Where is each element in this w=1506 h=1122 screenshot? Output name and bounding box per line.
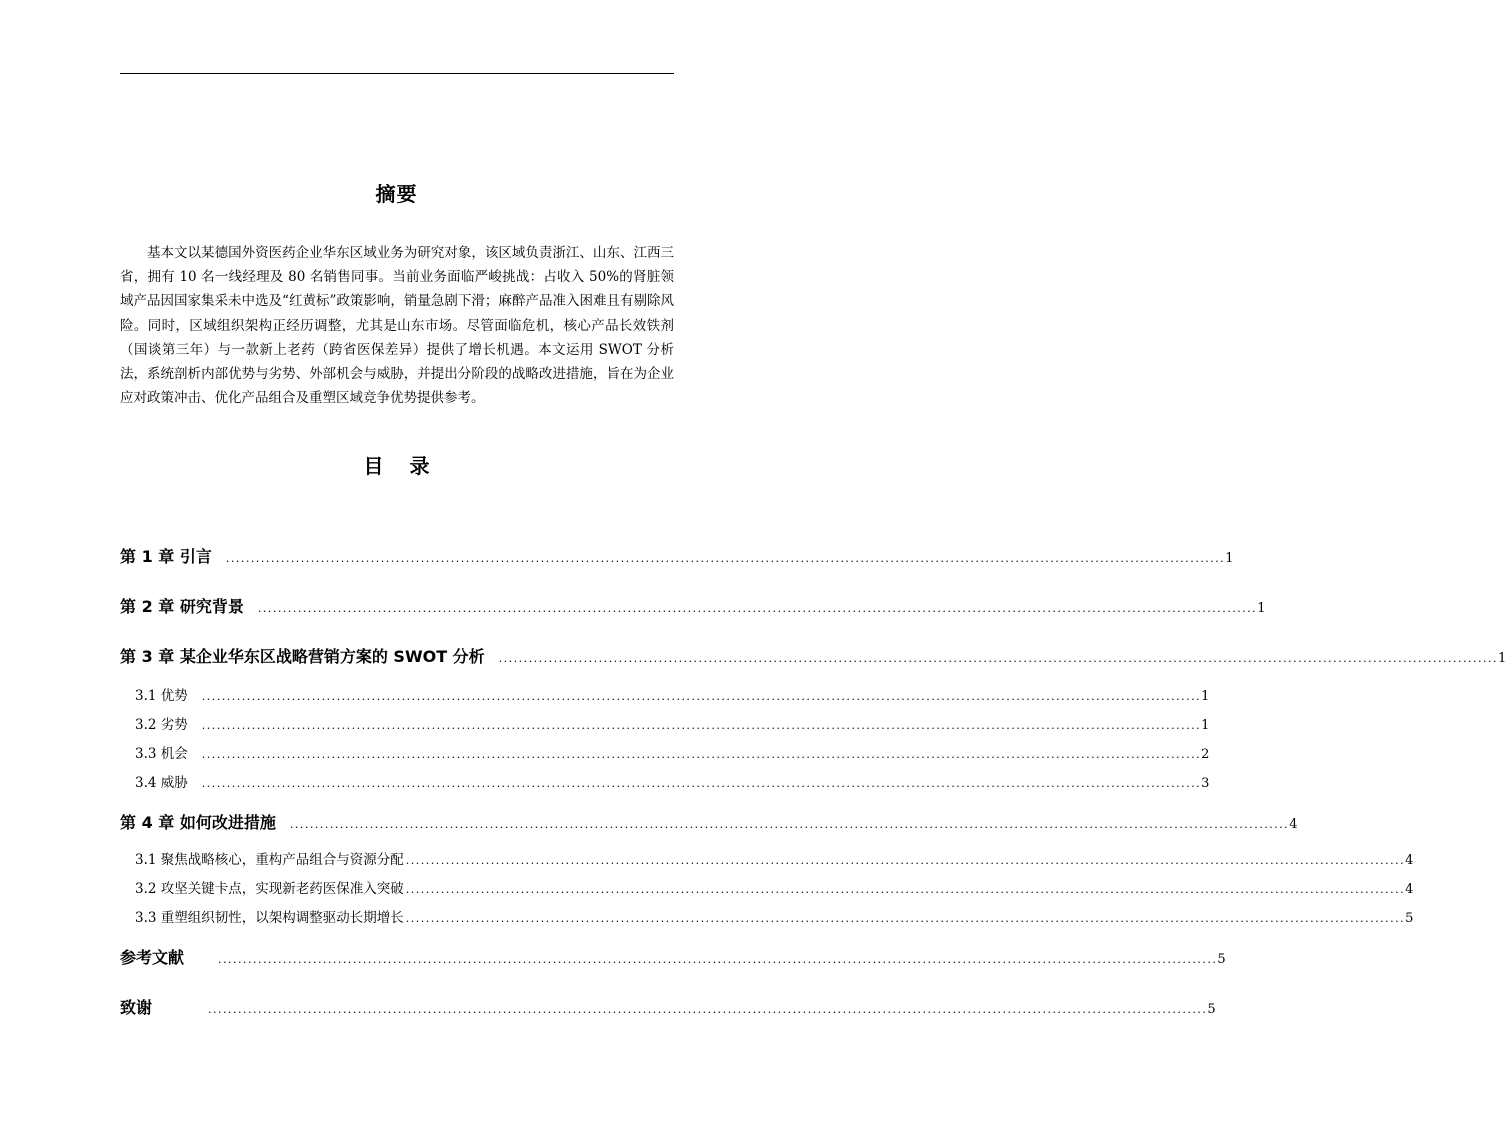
toc-entry-page: 4 [1405,853,1414,868]
toc-title-text: 目录 [363,454,456,478]
toc-entry-page: 1 [1201,689,1210,704]
toc-entry-label: 3.2 攻坚关键卡点，实现新老药医保准入突破 [135,881,404,897]
toc-entry-label: 3.4 威胁 [135,775,188,791]
toc-entry[interactable] [135,771,1210,795]
toc-entry[interactable] [135,713,1210,737]
abstract-body: 基本文以某德国外资医药企业华东区域业务为研究对象，该区域负责浙江、山东、江西三省，拥有 10 名一线经理及 80 名销售同事。当前业务面临严峻挑战：占收入 50%的肾脏领域产品因国家集采未中选及“红黄标”政策影响，销量急剧下滑；麻醉产品准入困难且有剔除风险。同时，区域组织架构正经历调整，尤其是山东市场。尽管面临危机，核心产品长效铁剂（国谈第三年）与一款新上老药（跨省医保差异）提供了增长机遇。本文运用 SWOT 分析法，系统剖析内部优势与劣势、外部机会与威胁，并提出分阶段的战略改进措施，旨在为企业应对政策冲击、优化产品组合及重塑区域竞争优势提供参考。 [120,245,674,407]
toc-entry-page: 5 [1217,952,1226,967]
toc-entry-label: 3.2 劣势 [135,717,188,733]
toc-entry[interactable] [120,945,1226,969]
toc-leader: ........................................................................................................................................................................................................ [405,854,1406,867]
toc-entry[interactable] [120,544,1234,568]
toc-entry[interactable] [135,848,1414,872]
toc-leader: ........................................................................................................................................................................................................ [201,690,1202,703]
toc-leader: ........................................................................................................................................................................................................ [257,602,1258,615]
toc-entry-label: 3.3 重塑组织韧性，以架构调整驱动长期增长 [135,910,404,926]
toc-leader: ........................................................................................................................................................................................................ [289,818,1290,831]
toc-entry-page: 4 [1405,882,1414,897]
toc-entry-page: 2 [1201,747,1210,762]
toc-entry[interactable] [120,594,1266,618]
toc-leader: ........................................................................................................................................................................................................ [208,1003,1208,1016]
toc-entry[interactable] [120,995,1216,1019]
toc-entry-page: 5 [1405,911,1414,926]
toc-entry-page: 1 [1257,601,1266,616]
toc-leader: ........................................................................................................................................................................................................ [201,719,1202,732]
toc-entry[interactable] [120,810,1298,834]
toc-entry-label: 第 3 章 某企业华东区战略营销方案的 SWOT 分析 [120,647,485,666]
toc-entry-page: 4 [1289,817,1298,832]
toc-entry-label: 致谢 [120,998,153,1017]
toc-entry-page: 1 [1498,651,1506,666]
toc-leader: ........................................................................................................................................................................................................ [225,552,1226,565]
toc-entry-page: 3 [1201,776,1210,791]
toc-leader: ........................................................................................................................................................................................................ [201,748,1202,761]
toc-entry[interactable] [135,684,1210,708]
toc-entry-page: 1 [1201,718,1210,733]
abstract-title: 摘要 [375,182,418,206]
toc-entry[interactable] [135,877,1414,901]
header-rule [120,73,674,74]
toc-entry-label: 第 4 章 如何改进措施 [120,813,276,832]
toc-entry-label: 第 2 章 研究背景 [120,597,244,616]
toc-leader: ........................................................................................................................................................................................................ [405,912,1406,925]
toc-leader: ........................................................................................................................................................................................................ [498,652,1499,665]
toc-entry[interactable] [120,644,1506,668]
toc-entry-page: 1 [1225,551,1234,566]
toc-entry-label: 3.1 聚焦战略核心，重构产品组合与资源分配 [135,852,404,868]
toc-entry-label: 参考文献 [120,948,185,967]
toc-entry-label: 3.3 机会 [135,746,188,762]
toc-entry-label: 第 1 章 引言 [120,547,212,566]
toc-entry-label: 3.1 优势 [135,688,188,704]
toc-leader: ........................................................................................................................................................................................................ [405,883,1406,896]
toc-entry[interactable] [135,906,1414,930]
toc-leader: ........................................................................................................................................................................................................ [201,777,1202,790]
toc-title [0,450,793,479]
toc-entry[interactable] [135,742,1210,766]
toc-entry-page: 5 [1207,1002,1216,1017]
toc-leader: ........................................................................................................................................................................................................ [218,953,1218,966]
